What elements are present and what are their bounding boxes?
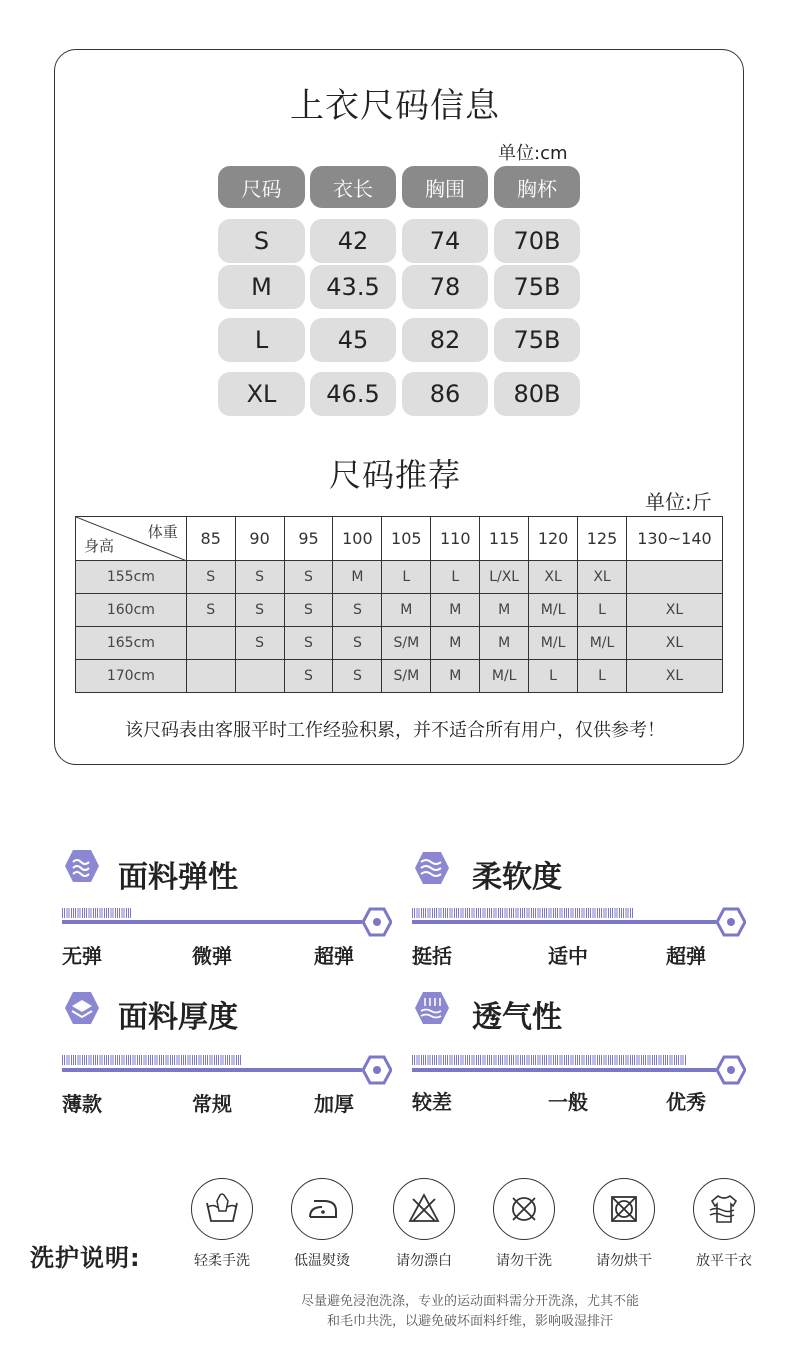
table-cell: S/M bbox=[382, 627, 431, 660]
property-track bbox=[412, 1068, 716, 1072]
weight-header: 130~140 bbox=[626, 517, 722, 561]
property-title: 面料弹性 bbox=[118, 860, 238, 895]
size-header-cup: 胸杯 bbox=[494, 166, 580, 208]
level-mid: 常规 bbox=[192, 1092, 232, 1116]
wave-icon bbox=[414, 850, 450, 886]
layers-icon bbox=[64, 990, 100, 1026]
dry-flat-icon bbox=[693, 1178, 755, 1240]
level-mid: 微弹 bbox=[192, 944, 232, 968]
level-low: 无弹 bbox=[62, 944, 102, 968]
table-cell: M bbox=[480, 627, 529, 660]
care-label: 请勿漂白 bbox=[396, 1253, 452, 1269]
size-header-length: 衣长 bbox=[310, 166, 396, 208]
elastic-icon bbox=[64, 848, 100, 884]
size-cell: 75B bbox=[494, 265, 580, 309]
size-info-title: 上衣尺码信息 bbox=[290, 86, 500, 126]
weight-header: 100 bbox=[333, 517, 382, 561]
iron-low-icon bbox=[291, 1178, 353, 1240]
property-title: 柔软度 bbox=[472, 860, 562, 895]
size-cell: 46.5 bbox=[310, 372, 396, 416]
care-label: 请勿干洗 bbox=[496, 1253, 552, 1269]
property-track bbox=[412, 920, 716, 924]
size-cell: 42 bbox=[310, 219, 396, 263]
hand-wash-icon bbox=[191, 1178, 253, 1240]
table-cell bbox=[235, 660, 284, 693]
table-cell bbox=[626, 561, 722, 594]
care-label: 轻柔手洗 bbox=[194, 1253, 250, 1269]
size-header-size: 尺码 bbox=[218, 166, 305, 208]
no-tumble-dry-icon bbox=[593, 1178, 655, 1240]
table-cell: M bbox=[431, 627, 480, 660]
size-cell: 86 bbox=[402, 372, 488, 416]
table-cell: S bbox=[186, 594, 235, 627]
table-cell: XL bbox=[626, 594, 722, 627]
table-cell: L bbox=[529, 660, 578, 693]
level-low: 挺括 bbox=[412, 944, 452, 968]
height-cell: 155cm bbox=[76, 561, 187, 594]
table-cell: S bbox=[333, 594, 382, 627]
size-cell: S bbox=[218, 219, 305, 263]
weight-header: 115 bbox=[480, 517, 529, 561]
size-cell: 43.5 bbox=[310, 265, 396, 309]
level-mid: 一般 bbox=[548, 1090, 588, 1114]
size-cell: 82 bbox=[402, 318, 488, 362]
table-cell: M/L bbox=[578, 627, 627, 660]
no-bleach-icon bbox=[393, 1178, 455, 1240]
weight-header: 95 bbox=[284, 517, 333, 561]
table-cell: M/L bbox=[480, 660, 529, 693]
size-cell: L bbox=[218, 318, 305, 362]
hexagon-end-icon bbox=[362, 1055, 392, 1085]
care-label: 放平干衣 bbox=[696, 1253, 752, 1269]
table-cell: S bbox=[186, 561, 235, 594]
weight-header: 85 bbox=[186, 517, 235, 561]
table-cell: S bbox=[235, 561, 284, 594]
size-cell: 70B bbox=[494, 219, 580, 263]
property-level-fill bbox=[412, 908, 634, 918]
weight-header: 110 bbox=[431, 517, 480, 561]
property-track bbox=[62, 920, 362, 924]
table-cell: S bbox=[284, 627, 333, 660]
weight-header: 125 bbox=[578, 517, 627, 561]
height-cell: 170cm bbox=[76, 660, 187, 693]
table-row bbox=[76, 561, 723, 594]
table-cell: M/L bbox=[529, 594, 578, 627]
hexagon-end-icon bbox=[716, 907, 746, 937]
care-note-line2: 和毛巾共洗，以避免破坏面料纤维，影响吸湿排汗 bbox=[326, 1314, 613, 1329]
table-row bbox=[76, 660, 723, 693]
table-cell: M bbox=[431, 660, 480, 693]
hexagon-end-icon bbox=[362, 907, 392, 937]
size-recommend-title: 尺码推荐 bbox=[328, 456, 461, 494]
table-cell: M bbox=[333, 561, 382, 594]
table-cell: M bbox=[480, 594, 529, 627]
size-header-chest: 胸围 bbox=[402, 166, 488, 208]
size-cell: XL bbox=[218, 372, 305, 416]
property-level-fill bbox=[62, 908, 131, 918]
table-cell: XL bbox=[626, 660, 722, 693]
size-cell: 78 bbox=[402, 265, 488, 309]
table-cell: XL bbox=[578, 561, 627, 594]
weight-header: 105 bbox=[382, 517, 431, 561]
size-cell: 75B bbox=[494, 318, 580, 362]
level-low: 薄款 bbox=[62, 1092, 102, 1116]
table-cell: S bbox=[284, 594, 333, 627]
care-title: 洗护说明: bbox=[30, 1244, 141, 1272]
table-cell: S bbox=[333, 660, 382, 693]
care-label: 低温熨烫 bbox=[294, 1253, 350, 1269]
table-cell bbox=[186, 627, 235, 660]
height-label: 身高 bbox=[84, 537, 115, 555]
table-cell bbox=[186, 660, 235, 693]
breathable-icon bbox=[414, 990, 450, 1026]
size-cell: 45 bbox=[310, 318, 396, 362]
table-cell: M bbox=[382, 594, 431, 627]
level-mid: 适中 bbox=[548, 944, 588, 968]
level-high: 优秀 bbox=[666, 1090, 706, 1114]
table-row bbox=[76, 594, 723, 627]
level-high: 超弹 bbox=[666, 944, 706, 968]
table-cell: L bbox=[578, 594, 627, 627]
table-row bbox=[76, 627, 723, 660]
table-cell: S bbox=[333, 627, 382, 660]
hexagon-end-icon bbox=[716, 1055, 746, 1085]
property-title: 面料厚度 bbox=[118, 1000, 238, 1035]
care-label: 请勿烘干 bbox=[596, 1253, 652, 1269]
weight-label: 体重 bbox=[147, 523, 178, 541]
table-cell: L/XL bbox=[480, 561, 529, 594]
table-cell: L bbox=[382, 561, 431, 594]
weight-header: 90 bbox=[235, 517, 284, 561]
corner-cell bbox=[76, 517, 187, 561]
table-cell: XL bbox=[626, 627, 722, 660]
size-info-unit: 单位:cm bbox=[498, 143, 568, 164]
table-cell: S bbox=[284, 561, 333, 594]
property-level-fill bbox=[412, 1055, 686, 1065]
size-cell: M bbox=[218, 265, 305, 309]
table-header-row bbox=[76, 517, 723, 561]
table-cell: S bbox=[235, 594, 284, 627]
weight-header: 120 bbox=[529, 517, 578, 561]
property-title: 透气性 bbox=[472, 1000, 562, 1035]
size-cell: 80B bbox=[494, 372, 580, 416]
no-dry-clean-icon bbox=[493, 1178, 555, 1240]
size-recommend-unit: 单位:斤 bbox=[645, 490, 712, 514]
care-note-line1: 尽量避免浸泡洗涤，专业的运动面料需分开洗涤，尤其不能 bbox=[300, 1294, 639, 1309]
level-low: 较差 bbox=[412, 1090, 452, 1114]
height-cell: 160cm bbox=[76, 594, 187, 627]
size-disclaimer: 该尺码表由客服平时工作经验积累，并不适合所有用户，仅供参考！ bbox=[125, 720, 665, 741]
table-cell: S bbox=[284, 660, 333, 693]
table-cell: M bbox=[431, 594, 480, 627]
table-cell: S bbox=[235, 627, 284, 660]
size-cell: 74 bbox=[402, 219, 488, 263]
level-high: 加厚 bbox=[314, 1092, 354, 1116]
table-cell: M/L bbox=[529, 627, 578, 660]
property-level-fill bbox=[62, 1055, 242, 1065]
table-cell: S/M bbox=[382, 660, 431, 693]
level-high: 超弹 bbox=[314, 944, 354, 968]
property-track bbox=[62, 1068, 362, 1072]
table-cell: XL bbox=[529, 561, 578, 594]
size-recommend-table bbox=[75, 516, 723, 693]
height-cell: 165cm bbox=[76, 627, 187, 660]
table-cell: L bbox=[431, 561, 480, 594]
table-cell: L bbox=[578, 660, 627, 693]
